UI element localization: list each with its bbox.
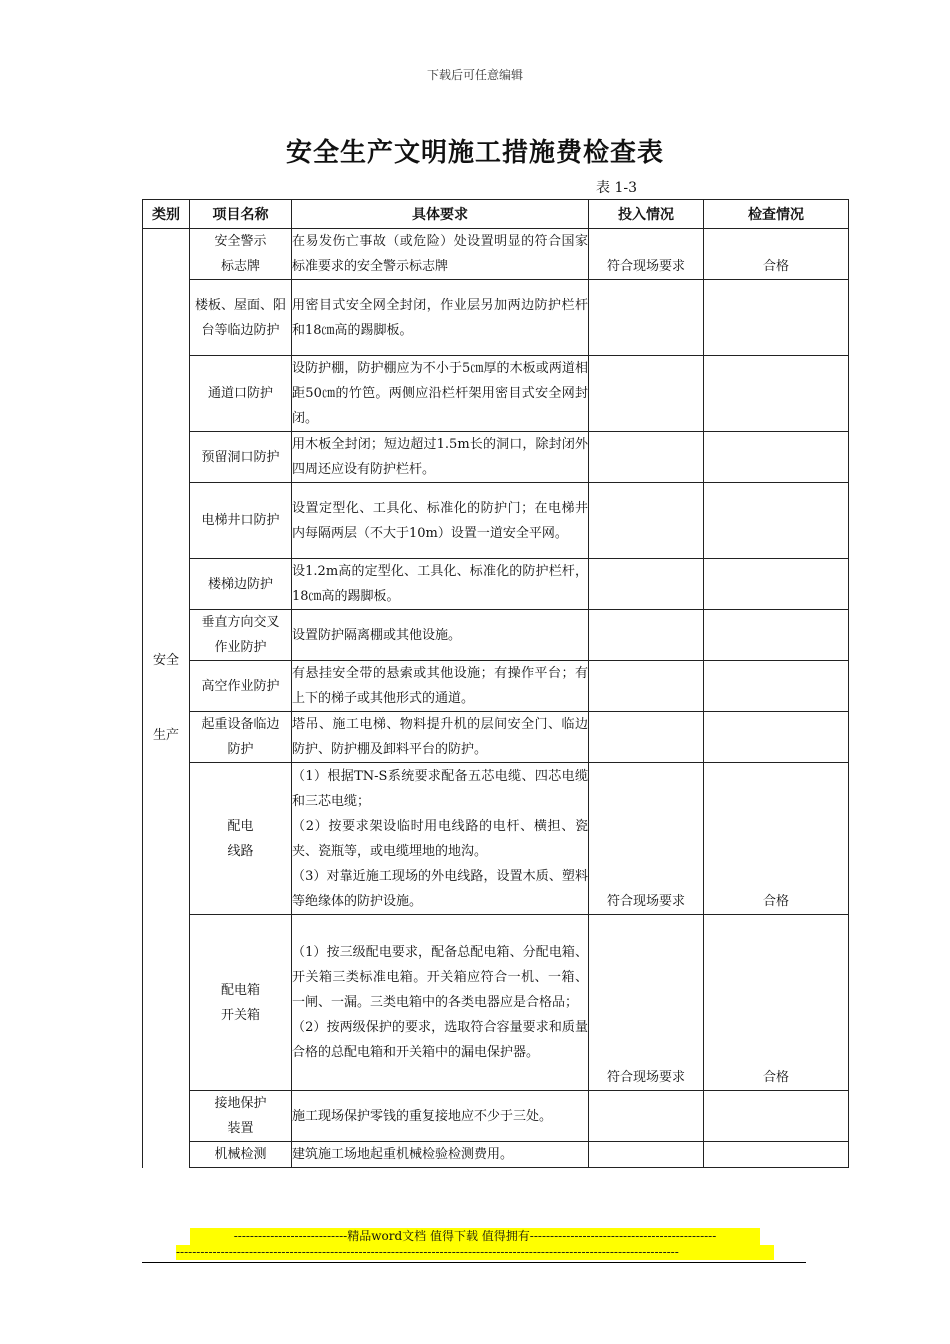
investment-cell xyxy=(589,280,704,356)
column-header: 检查情况 xyxy=(704,200,849,229)
table-row xyxy=(143,1142,849,1168)
requirement-cell xyxy=(292,915,589,1091)
table-row xyxy=(143,483,849,559)
inspection-table xyxy=(142,199,849,1168)
item-name: 电梯井口防护 xyxy=(201,513,280,528)
item-name-cell xyxy=(190,1091,292,1142)
item-name-cell xyxy=(190,229,292,280)
investment-cell xyxy=(589,356,704,432)
requirement-cell xyxy=(292,432,589,483)
check-result-cell xyxy=(704,712,849,763)
item-name: 开关箱 xyxy=(220,1007,260,1023)
column-header: 投入情况 xyxy=(589,200,704,229)
item-name-cell xyxy=(190,559,292,610)
item-name: 机械检测 xyxy=(214,1147,267,1162)
requirement-cell xyxy=(292,1091,589,1142)
requirement-text: （2）按要求架设临时用电线路的电杆、横担、瓷夹、瓷瓶等，或电缆埋地的地沟。 xyxy=(292,818,588,859)
check-result-cell xyxy=(704,280,849,356)
item-name-cell xyxy=(190,1142,292,1168)
requirement-text: 设防护棚，防护棚应为不小于5㎝厚的木板或两道相距50㎝的竹笆。两侧应沿栏杆架用密目式安全网封闭。 xyxy=(292,361,588,426)
check-result-cell xyxy=(704,1091,849,1142)
table-row xyxy=(143,610,849,661)
requirement-cell xyxy=(292,483,589,559)
item-name: 安全警示 xyxy=(214,234,267,249)
table-row xyxy=(143,432,849,483)
requirement-text: 有悬挂安全带的悬索或其他设施；有操作平台；有上下的梯子或其他形式的通道。 xyxy=(292,666,588,706)
item-name: 配电箱 xyxy=(220,982,260,998)
item-name-cell xyxy=(190,432,292,483)
table-row xyxy=(143,661,849,712)
investment-cell xyxy=(589,610,704,661)
table-row xyxy=(143,763,849,915)
table-header-row xyxy=(143,200,849,229)
requirement-cell xyxy=(292,712,589,763)
investment-cell xyxy=(589,559,704,610)
table-row xyxy=(143,1091,849,1142)
header-note: 下载后可任意编辑 xyxy=(426,68,523,82)
category-cell xyxy=(143,229,190,1168)
requirement-cell xyxy=(292,356,589,432)
investment-cell xyxy=(589,1091,704,1142)
item-name: 配电 xyxy=(227,818,254,834)
check-result-cell xyxy=(704,356,849,432)
category-label: 安全 xyxy=(152,653,179,669)
item-name-cell xyxy=(190,763,292,915)
item-name: 预留洞口防护 xyxy=(201,449,280,465)
footer-dashes: ---------------------------------------------------------------------------------------------------------------------------- xyxy=(176,1245,774,1260)
table-row xyxy=(143,356,849,432)
investment-cell: 符合现场要求 xyxy=(589,229,704,280)
requirement-text: 设置定型化、工具化、标准化的防护门；在电梯井内每隔两层（不大于10m）设置一道安全平网。 xyxy=(292,500,588,541)
item-name: 线路 xyxy=(227,843,254,859)
investment-cell xyxy=(589,1142,704,1168)
check-result-cell xyxy=(704,483,849,559)
item-name-cell xyxy=(190,356,292,432)
check-result-cell xyxy=(704,661,849,712)
requirement-text: 塔吊、施工电梯、物料提升机的层间安全门、临边防护、防护棚及卸料平台的防护。 xyxy=(292,717,588,757)
item-name-cell xyxy=(190,712,292,763)
requirement-cell xyxy=(292,280,589,356)
item-name: 楼梯边防护 xyxy=(207,576,273,592)
check-result-cell xyxy=(704,1142,849,1168)
investment-cell xyxy=(589,661,704,712)
item-name: 通道口防护 xyxy=(207,386,273,401)
table-row xyxy=(143,280,849,356)
check-result-cell: 合格 xyxy=(704,763,849,915)
item-name: 装置 xyxy=(227,1121,254,1136)
table-row xyxy=(143,559,849,610)
table-row xyxy=(143,915,849,1091)
requirement-cell xyxy=(292,610,589,661)
item-name: 接地保护 xyxy=(214,1096,267,1111)
check-result-cell xyxy=(704,432,849,483)
check-result-cell xyxy=(704,559,849,610)
investment-cell: 符合现场要求 xyxy=(589,915,704,1091)
item-name-cell xyxy=(190,483,292,559)
requirement-text: （1）按三级配电要求，配备总配电箱、分配电箱、开关箱三类标准电箱。开关箱应符合一机、一箱、一闸、一漏。三类电箱中的各类电器应是合格品； xyxy=(292,945,588,1010)
requirement-text: 建筑施工场地起重机械检验检测费用。 xyxy=(292,1147,514,1162)
requirement-text: 用密目式安全网全封闭，作业层另加两边防护栏杆和18㎝高的踢脚板。 xyxy=(292,297,588,338)
requirement-cell xyxy=(292,763,589,915)
table-row xyxy=(143,712,849,763)
item-name: 起重设备临边 xyxy=(201,717,280,732)
footer-rule xyxy=(142,1262,806,1263)
footer-banner: ----------------------------精品word文档 值得下载 值得拥有---------------------------------------------- xyxy=(190,1228,760,1245)
category-label: 生产 xyxy=(152,728,179,744)
item-name: 防护 xyxy=(227,742,254,757)
investment-cell: 符合现场要求 xyxy=(589,763,704,915)
requirement-text: 施工现场保护零钱的重复接地应不少于三处。 xyxy=(292,1108,553,1124)
requirement-text: （3）对靠近施工现场的外电线路，设置木质、塑料等绝缘体的防护设施。 xyxy=(292,868,588,909)
requirement-text: 在易发伤亡事故（或危险）处设置明显的符合国家标准要求的安全警示标志牌 xyxy=(292,234,588,274)
column-header: 类别 xyxy=(143,200,190,229)
check-result-cell xyxy=(704,610,849,661)
table-number: 表 1-3 xyxy=(596,180,637,196)
column-header: 项目名称 xyxy=(190,200,292,229)
requirement-text: 设置防护隔离棚或其他设施。 xyxy=(292,627,462,643)
requirement-cell xyxy=(292,229,589,280)
requirement-text: 设1.2m高的定型化、工具化、标准化的防护栏杆，18㎝高的踢脚板。 xyxy=(292,564,588,604)
item-name: 作业防护 xyxy=(214,640,267,655)
item-name-cell xyxy=(190,661,292,712)
item-name: 标志牌 xyxy=(220,259,260,274)
investment-cell xyxy=(589,712,704,763)
item-name-cell xyxy=(190,915,292,1091)
item-name: 楼板、屋面、阳台等临边防护 xyxy=(194,297,286,338)
item-name: 高空作业防护 xyxy=(201,678,280,694)
requirement-text: （1）根据TN-S系统要求配备五芯电缆、四芯电缆和三芯电缆； xyxy=(292,768,588,809)
requirement-text: （2）按两级保护的要求，选取符合容量要求和质量合格的总配电箱和开关箱中的漏电保护器。 xyxy=(292,1020,588,1060)
item-name-cell xyxy=(190,610,292,661)
item-name-cell xyxy=(190,280,292,356)
requirement-cell xyxy=(292,1142,589,1168)
table-row xyxy=(143,229,849,280)
item-name: 垂直方向交叉 xyxy=(201,615,280,630)
investment-cell xyxy=(589,432,704,483)
requirement-cell xyxy=(292,559,589,610)
investment-cell xyxy=(589,483,704,559)
document-title: 安全生产文明施工措施费检查表 xyxy=(285,138,664,168)
column-header: 具体要求 xyxy=(292,200,589,229)
requirement-cell xyxy=(292,661,589,712)
requirement-text: 用木板全封闭；短边超过1.5m长的洞口，除封闭外四周还应设有防护栏杆。 xyxy=(292,437,588,477)
check-result-cell: 合格 xyxy=(704,229,849,280)
check-result-cell: 合格 xyxy=(704,915,849,1091)
